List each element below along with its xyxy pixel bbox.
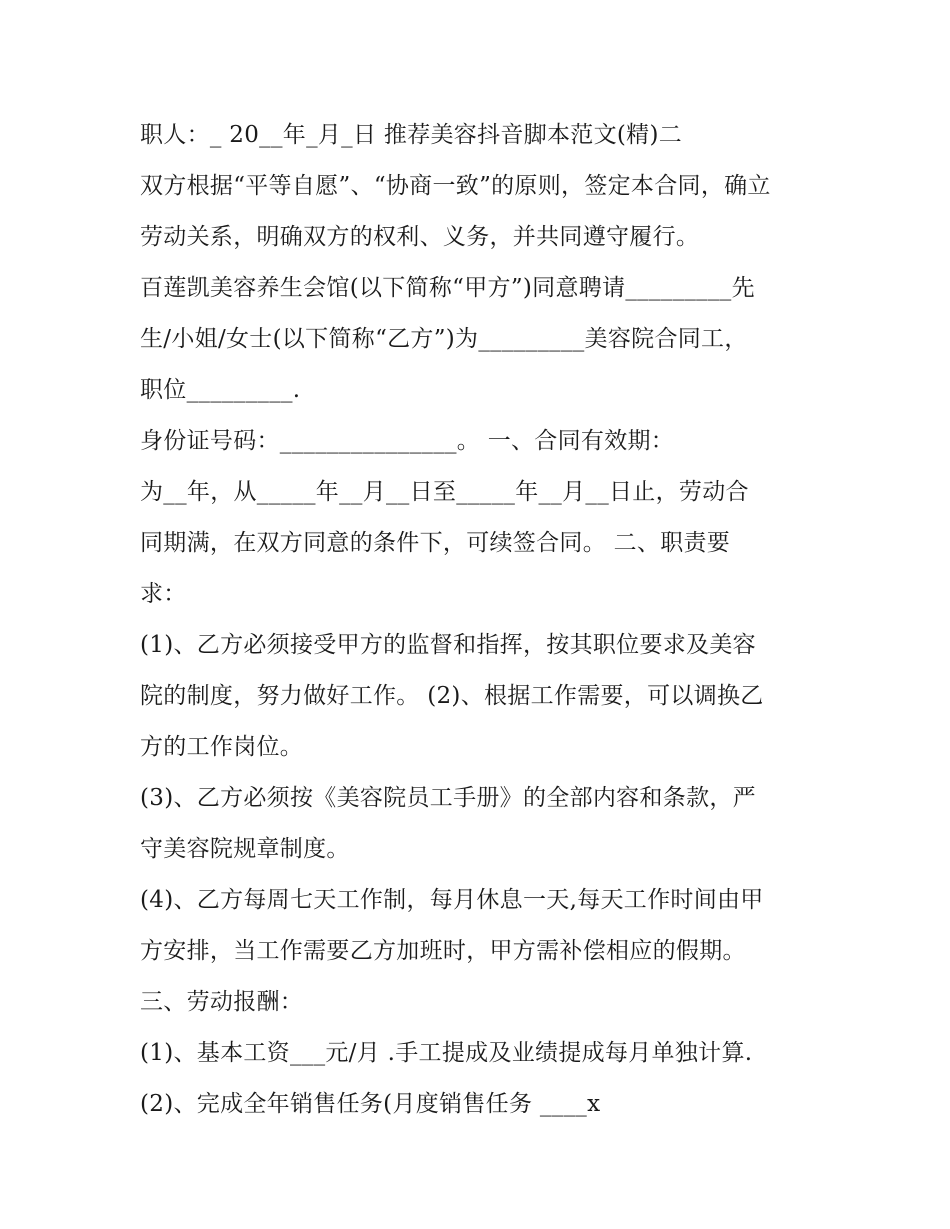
text-line: 生/小姐/女士(以下简称“乙方”)为_________美容院合同工，: [140, 326, 748, 352]
text-line: 职人：_ 20__年_月_日 推荐美容抖音脚本范文(精)二: [140, 122, 683, 148]
text-line: (4)、乙方每周七天工作制，每月休息一天,每天工作时间由甲: [140, 887, 764, 913]
text-line: 同期满，在双方同意的条件下，可续签合同。 二、职责要: [140, 530, 731, 556]
text-line: (1)、基本工资___元/月 .手工提成及业绩提成每月单独计算.: [140, 1040, 753, 1066]
text-line: 三、劳动报酬：: [140, 989, 304, 1015]
text-line: 双方根据“平等自愿”、“协商一致”的原则，签定本合同，确立: [140, 173, 771, 199]
text-line: 劳动关系，明确双方的权利、义务，并共同遵守履行。: [140, 224, 700, 250]
document-body: [140, 110, 820, 1130]
text-line: 职位_________.: [140, 377, 301, 403]
text-line: 院的制度，努力做好工作。 (2)、根据工作需要，可以调换乙: [140, 683, 764, 709]
text-line: 百莲凯美容养生会馆(以下简称“甲方”)同意聘请_________先: [140, 275, 755, 301]
text-line: (1)、乙方必须接受甲方的监督和指挥，按其职位要求及美容: [140, 632, 756, 658]
text-line: (2)、完成全年销售任务(月度销售任务 ____x: [140, 1091, 601, 1117]
text-line: 为__年，从_____年__月__日至_____年__月__日止，劳动合: [140, 479, 749, 505]
text-line: 求：: [140, 581, 187, 607]
text-line: 守美容院规章制度。: [140, 836, 350, 862]
text-line: 方安排，当工作需要乙方加班时，甲方需补偿相应的假期。: [140, 938, 746, 964]
text-line: (3)、乙方必须按《美容院员工手册》的全部内容和条款，严: [140, 785, 756, 811]
text-line: 身份证号码：_______________。 一、合同有效期：: [140, 428, 675, 454]
text-line: 方的工作岗位。: [140, 734, 304, 760]
